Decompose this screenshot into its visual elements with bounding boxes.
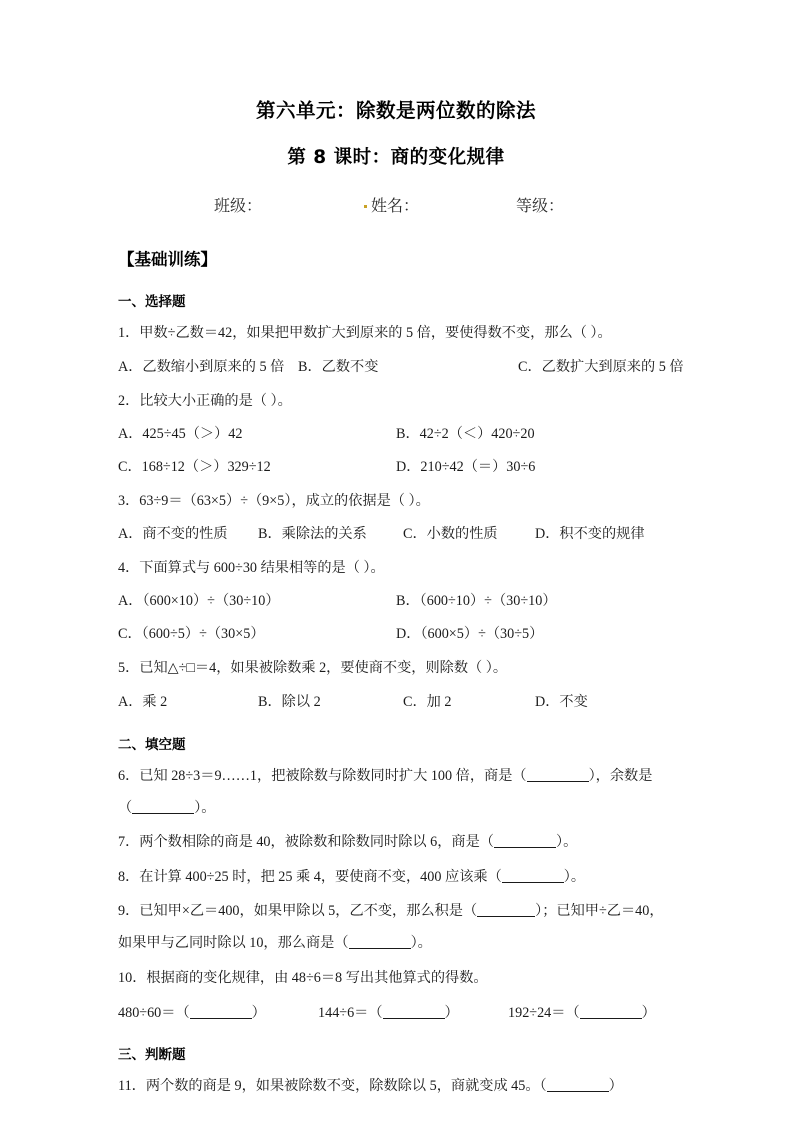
option-3-b[interactable]: B．乘除法的关系	[258, 526, 367, 543]
question-3-options	[118, 524, 674, 545]
name-field	[364, 193, 516, 216]
question-1-stem: 1．甲数÷乙数＝42，如果把甲数扩大到原来的 5 倍，要使得数不变，那么（ ）。	[118, 325, 612, 342]
option-2-b[interactable]: B．42÷2（＜）420÷20	[396, 425, 535, 442]
question-8-prefix: 8．在计算 400÷25 时，把 25 乘 4，要使商不变，400 应该乘（	[118, 868, 502, 885]
equation-10-3-expr: 192÷24＝（	[508, 1004, 580, 1021]
question-8-blank[interactable]	[502, 869, 564, 883]
option-4-a[interactable]: A．（600×10）÷（30÷10）	[118, 593, 280, 610]
option-3-d[interactable]: D．积不变的规律	[535, 526, 645, 543]
option-1-b[interactable]: B．乙数不变	[298, 358, 379, 375]
equation-10-3-suffix: ）	[641, 1004, 656, 1021]
question-6-blank-2[interactable]	[132, 800, 194, 814]
equation-10-3-blank[interactable]	[580, 1005, 642, 1019]
question-6-cont-suffix: ）。	[194, 800, 216, 817]
option-4-d[interactable]: D．（600×5）÷（30÷5）	[396, 626, 544, 643]
equation-10-1-suffix: ）	[251, 1004, 266, 1021]
equation-10-2-suffix: ）	[444, 1004, 459, 1021]
question-11-stem	[118, 1076, 674, 1097]
question-7-suffix: ）。	[555, 834, 578, 851]
option-2-a[interactable]: A．425÷45（＞）42	[118, 425, 243, 442]
option-3-a[interactable]: A．商不变的性质	[118, 526, 228, 543]
option-1-a[interactable]: A．乙数缩小到原来的 5 倍	[118, 358, 285, 375]
option-2-d[interactable]: D．210÷42（＝）30÷6	[396, 458, 536, 475]
question-6-stem	[118, 766, 674, 787]
question-8-stem	[118, 867, 674, 888]
question-2-options-row1	[118, 424, 674, 445]
question-6-continuation	[118, 798, 674, 819]
question-5-options	[118, 692, 674, 713]
class-field: 班级：	[214, 198, 263, 216]
name-label: 姓名：	[371, 198, 420, 216]
question-2-options-row2	[118, 457, 674, 478]
question-6-middle: ），余数是	[588, 767, 653, 784]
question-5-stem: 5．已知△÷□＝4，如果被除数乘 2，要使商不变，则除数（ ）。	[118, 660, 508, 677]
question-2-stem: 2．比较大小正确的是（ ）。	[118, 392, 292, 409]
question-3-stem: 3．63÷9＝（63×5）÷（9×5），成立的依据是（ ）。	[118, 492, 430, 509]
question-7-stem	[118, 832, 674, 853]
equation-10-2	[318, 1002, 459, 1022]
option-5-c[interactable]: C．加 2	[403, 693, 452, 710]
equation-10-2-blank[interactable]	[383, 1005, 445, 1019]
question-9-cont-suffix: ）。	[410, 935, 432, 952]
question-7-blank[interactable]	[494, 834, 556, 848]
question-11-blank[interactable]	[547, 1078, 609, 1092]
question-9-continuation	[118, 933, 674, 954]
option-5-b[interactable]: B．除以 2	[258, 693, 321, 710]
option-5-a[interactable]: A．乘 2	[118, 693, 168, 710]
question-6-blank-1[interactable]	[527, 768, 589, 782]
option-2-c[interactable]: C．168÷12（＞）329÷12	[118, 458, 271, 475]
equation-10-1-blank[interactable]	[190, 1005, 252, 1019]
question-10-equations	[118, 1002, 674, 1023]
question-1-options	[118, 357, 684, 378]
question-11-prefix: 11．两个数的商是 9，如果被除数不变，除数除以 5，商就变成 45。（	[118, 1077, 547, 1094]
question-9-cont-prefix: 如果甲与乙同时除以 10，那么商是（	[118, 935, 349, 952]
option-4-c[interactable]: C．（600÷5）÷（30×5）	[118, 626, 265, 643]
section-heading-choice: 一、选择题	[118, 294, 186, 311]
grade-field: 等级：	[516, 198, 565, 216]
question-11-suffix: ）	[608, 1077, 623, 1094]
worksheet-content	[118, 96, 684, 1097]
section-heading-fill	[118, 733, 674, 753]
option-1-c[interactable]: C．乙数扩大到原来的 5 倍	[518, 358, 684, 375]
question-7-prefix: 7．两个数相除的商是 40，被除数和除数同时除以 6，商是（	[118, 834, 494, 851]
section-heading-fill-label: 二、填空题	[118, 736, 186, 753]
student-info-row	[118, 193, 674, 216]
equation-10-1	[118, 1002, 266, 1022]
part-title: 【基础训练】	[118, 250, 217, 270]
question-6-prefix: 6．已知 28÷3＝9……1，把被除数与除数同时扩大 100 倍，商是（	[118, 767, 527, 784]
question-4-stem: 4．下面算式与 600÷30 结果相等的是（ ）。	[118, 560, 385, 577]
equation-10-3	[508, 1002, 656, 1022]
question-9-blank-2[interactable]	[349, 935, 411, 949]
question-9-middle: ）；已知甲÷乙＝40，	[535, 902, 664, 919]
ink-speck	[364, 205, 367, 208]
question-4-options-row1	[118, 591, 674, 612]
question-10-stem: 10．根据商的变化规律，由 48÷6＝8 写出其他算式的得数。	[118, 969, 488, 986]
option-4-b[interactable]: B．（600÷10）÷（30÷10）	[396, 593, 557, 610]
lesson-title: 第 8 课时：商的变化规律	[287, 147, 505, 169]
question-8-suffix: ）。	[563, 868, 586, 885]
question-9-prefix: 9．已知甲×乙＝400，如果甲除以 5，乙不变，那么积是（	[118, 902, 478, 919]
question-9-blank-1[interactable]	[477, 903, 535, 917]
equation-10-1-expr: 480÷60＝（	[118, 1004, 190, 1021]
option-3-c[interactable]: C．小数的性质	[403, 526, 498, 543]
unit-title: 第六单元：除数是两位数的除法	[255, 99, 536, 122]
question-4-options-row2	[118, 624, 674, 645]
section-heading-truefalse: 三、判断题	[118, 1046, 186, 1063]
question-9-stem	[118, 901, 674, 922]
equation-10-2-expr: 144÷6＝（	[318, 1004, 383, 1021]
option-5-d[interactable]: D．不变	[535, 693, 588, 710]
question-6-cont-prefix: （	[118, 800, 133, 817]
